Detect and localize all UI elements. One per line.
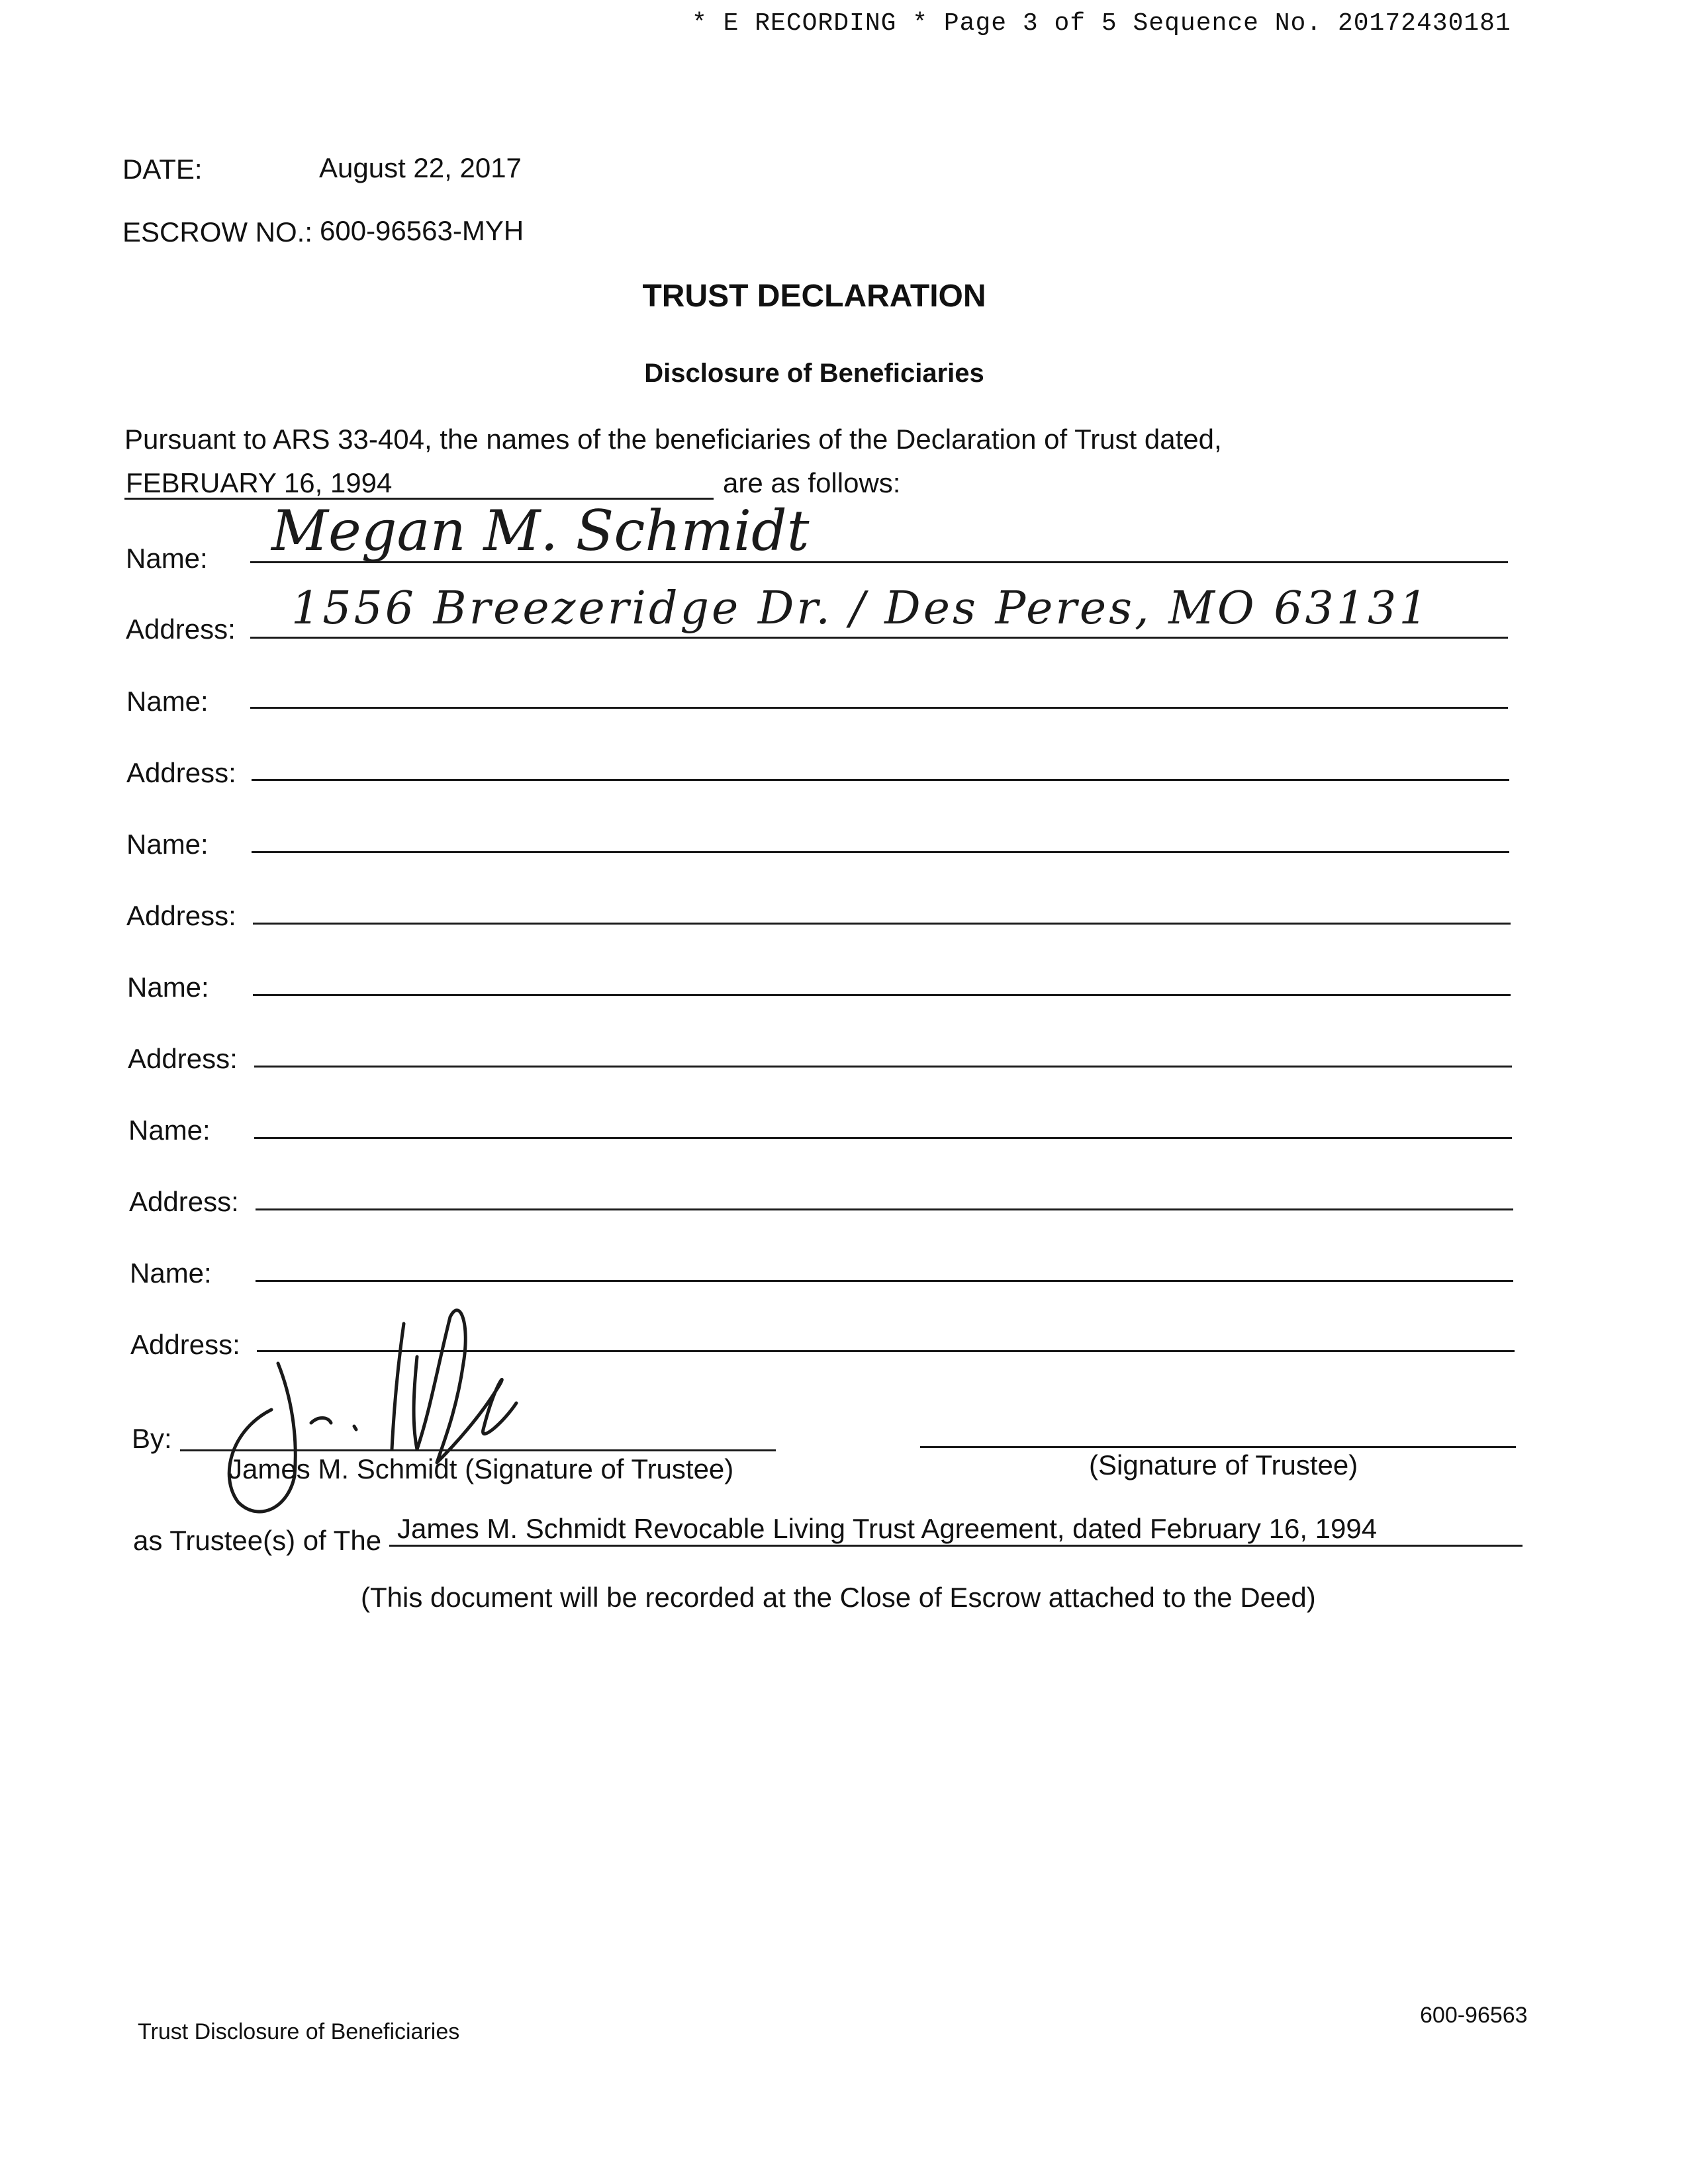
document-subtitle: Disclosure of Beneficiaries — [644, 359, 984, 388]
document-title: TRUST DECLARATION — [642, 279, 986, 314]
trustee-2-caption: (Signature of Trustee) — [1089, 1449, 1358, 1480]
beneficiary-5-name-label: Name: — [128, 1115, 211, 1146]
beneficiary-6-address-label: Address: — [130, 1329, 240, 1360]
as-trustees-label: as Trustee(s) of The — [133, 1525, 382, 1556]
date-label: DATE: — [122, 154, 203, 185]
beneficiary-4-name-line — [253, 994, 1511, 996]
beneficiary-4-name-label: Name: — [127, 972, 209, 1003]
trust-name-line — [389, 1545, 1523, 1547]
beneficiary-2-address-label: Address: — [126, 757, 236, 788]
beneficiary-3-address-line — [253, 923, 1511, 925]
recording-note: (This document will be recorded at the Close of Escrow attached to the Deed) — [361, 1582, 1316, 1613]
beneficiary-5-address-label: Address: — [129, 1186, 239, 1217]
beneficiary-2-name-line — [250, 707, 1508, 709]
beneficiary-4-address-label: Address: — [128, 1043, 238, 1074]
by-label: By: — [132, 1423, 172, 1454]
recording-header: * E RECORDING * Page 3 of 5 Sequence No. 20172430181 — [692, 9, 1511, 38]
beneficiary-3-name-line — [252, 851, 1509, 853]
trustee-2-signature-line — [920, 1446, 1516, 1448]
beneficiary-1-name-value: Megan M. Schmidt — [271, 498, 810, 563]
trustee-1-caption: James M. Schmidt (Signature of Trustee) — [228, 1453, 734, 1484]
beneficiary-1-name-label: Name: — [126, 543, 208, 574]
escrow-value: 600-96563-MYH — [320, 215, 524, 246]
intro-suffix: are as follows: — [723, 467, 901, 498]
beneficiary-2-name-label: Name: — [126, 686, 209, 717]
beneficiary-1-address-label: Address: — [126, 614, 236, 645]
beneficiary-1-address-value: 1556 Breezeridge Dr. / Des Peres, MO 63131 — [291, 582, 1430, 635]
beneficiary-6-name-label: Name: — [130, 1257, 212, 1289]
date-value: August 22, 2017 — [319, 152, 522, 183]
beneficiary-2-address-line — [252, 779, 1509, 781]
beneficiary-1-name-line — [250, 561, 1508, 563]
beneficiary-3-name-label: Name: — [126, 829, 209, 860]
beneficiary-5-address-line — [256, 1208, 1513, 1210]
beneficiary-5-name-line — [254, 1137, 1512, 1139]
beneficiary-1-address-line — [250, 637, 1508, 639]
escrow-label: ESCROW NO.: — [122, 216, 313, 248]
intro-text: Pursuant to ARS 33-404, the names of the beneficiaries of the Declaration of Trust dated, — [124, 424, 1222, 455]
trust-date: FEBRUARY 16, 1994 — [126, 467, 393, 498]
beneficiary-6-name-line — [256, 1280, 1513, 1282]
beneficiary-4-address-line — [254, 1066, 1512, 1068]
footer-escrow-number: 600-96563 — [1420, 2003, 1528, 2028]
beneficiary-3-address-label: Address: — [126, 900, 236, 931]
footer-title: Trust Disclosure of Beneficiaries — [138, 2019, 460, 2044]
trust-name: James M. Schmidt Revocable Living Trust Agreement, dated February 16, 1994 — [397, 1513, 1378, 1544]
